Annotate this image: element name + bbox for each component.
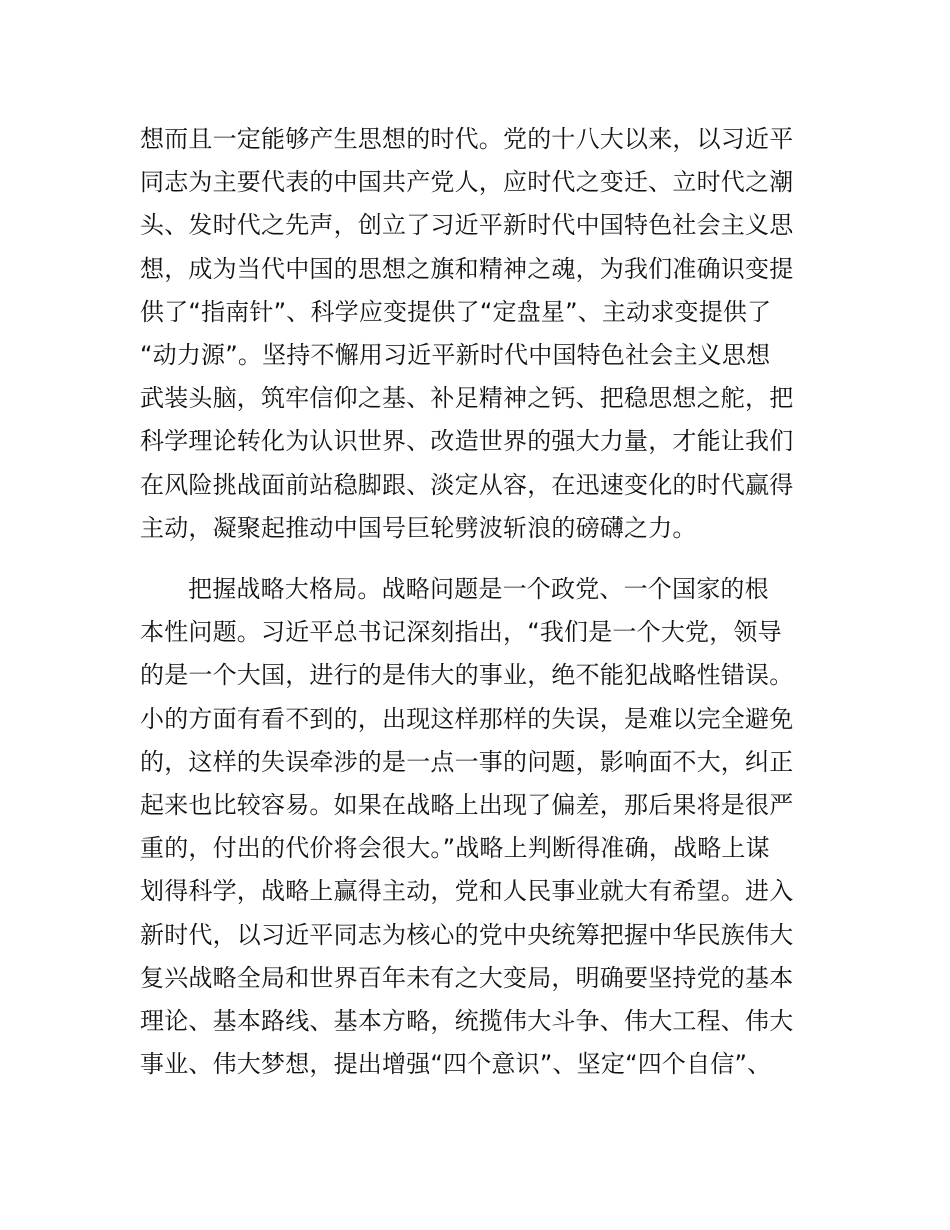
paragraph-line: 事业、伟大梦想，提出增强“四个意识”、坚定“四个自信”、: [140, 1050, 772, 1079]
paragraph-line: 供了“指南针”、科学应变提供了“定盘星”、主动求变提供了: [140, 297, 772, 326]
paragraph-line: 科学理论转化为认识世界、改造世界的强大力量，才能让我们: [140, 427, 794, 456]
paragraph-line: 头、发时代之先声，创立了习近平新时代中国特色社会主义思: [140, 211, 794, 240]
paragraph-2: [140, 568, 812, 1086]
paragraph-line: 小的方面有看不到的，出现这样那样的失误，是难以完全避免: [140, 704, 794, 733]
paragraph-line: “动力源”。坚持不懈用习近平新时代中国特色社会主义思想: [140, 340, 771, 369]
paragraph-line: 同志为主要代表的中国共产党人，应时代之变迁、立时代之潮: [140, 168, 794, 197]
paragraph-line: 理论、基本路线、基本方略，统揽伟大斗争、伟大工程、伟大: [140, 1006, 794, 1035]
paragraph-line: 在风险挑战面前站稳脚跟、淡定从容，在迅速变化的时代赢得: [140, 470, 794, 499]
paragraph-line: 武装头脑，筑牢信仰之基、补足精神之钙、把稳思想之舵，把: [140, 384, 794, 413]
paragraph-line: 起来也比较容易。如果在战略上出现了偏差，那后果将是很严: [140, 790, 794, 819]
paragraph-line: 主动，凝聚起推动中国号巨轮劈波斩浪的磅礴之力。: [140, 513, 697, 542]
paragraph-line: 划得科学，战略上赢得主动，党和人民事业就大有希望。进入: [140, 877, 794, 906]
paragraph-line: 本性问题。习近平总书记深刻指出，“我们是一个大党，领导: [140, 618, 782, 647]
paragraph-line: 的是一个大国，进行的是伟大的事业，绝不能犯战略性错误。: [140, 661, 794, 690]
paragraph-line: 想，成为当代中国的思想之旗和精神之魂，为我们准确识变提: [140, 254, 794, 283]
paragraph-line: 重的，付出的代价将会很大。”战略上判断得准确，战略上谋: [140, 834, 770, 863]
paragraph-line: 的，这样的失误牵涉的是一点一事的问题，影响面不大，纠正: [140, 747, 794, 776]
paragraph-line: 新时代，以习近平同志为核心的党中央统筹把握中华民族伟大: [140, 920, 794, 949]
paragraph-1: [140, 118, 812, 550]
paragraph-line: 想而且一定能够产生思想的时代。党的十八大以来，以习近平: [140, 125, 794, 153]
paragraph-line: 把握战略大格局。战略问题是一个政党、一个国家的根: [188, 575, 769, 603]
paragraph-line: 复兴战略全局和世界百年未有之大变局，明确要坚持党的基本: [140, 963, 794, 992]
